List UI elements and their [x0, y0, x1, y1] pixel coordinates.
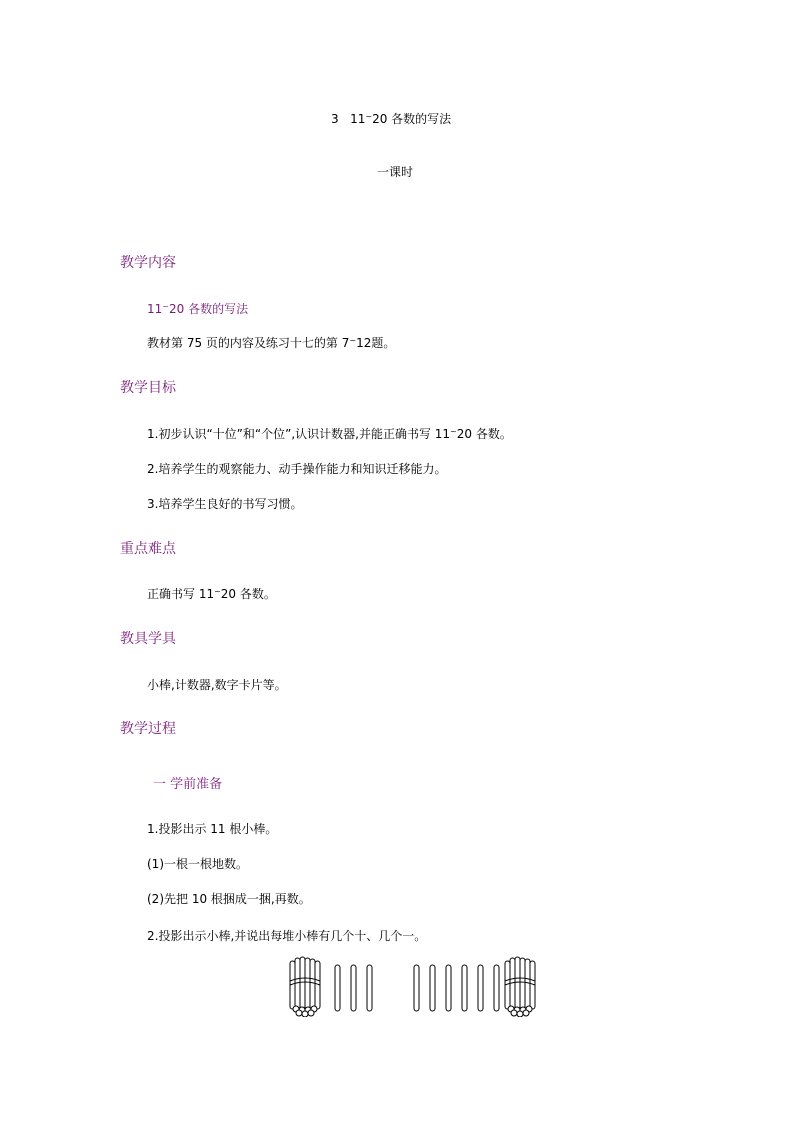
content-exercise-start: 7	[341, 336, 350, 350]
doc-subtitle: 一课时	[377, 165, 414, 179]
goal-2-number: 2.	[147, 462, 159, 476]
content-range-end: 20 各数的写法	[168, 302, 249, 316]
content-subheading	[147, 300, 248, 317]
single-sticks-group-1	[335, 965, 372, 1011]
materials-paragraph: 小棒,计数器,数字卡片等。	[147, 678, 287, 692]
process-line-1: 1.投影出示 11 根小棒。	[147, 822, 278, 836]
goal-item-2	[147, 460, 446, 477]
heading-goals: 教学目标	[120, 380, 176, 396]
key-points-text-b: 20 各数。	[220, 587, 276, 601]
content-text-e: 题。	[371, 336, 396, 350]
content-page-number: 75	[186, 336, 203, 350]
key-points-text-a: 正确书写 11	[147, 587, 215, 601]
goal-1-number: 1.	[147, 427, 159, 441]
content-text-a: 教材第	[147, 336, 187, 350]
stick-bundle-right	[505, 957, 535, 1017]
process-line-3: (2)先把 10 根捆成一捆,再数。	[147, 892, 311, 906]
goal-item-1	[147, 425, 512, 442]
goal-item-3	[147, 495, 302, 512]
content-text-b: 页的内容及练习十七的第	[202, 336, 342, 350]
heading-content: 教学内容	[120, 255, 176, 271]
sticks-illustration	[284, 955, 539, 1017]
goal-1-text: 初步认识“十位”和“个位”,认识计数器,并能正确书写	[158, 427, 435, 441]
goal-3-number: 3.	[147, 497, 159, 511]
title-tilde: ~	[365, 112, 373, 121]
content-exercise-end: 12	[356, 336, 372, 350]
content-paragraph	[147, 334, 395, 351]
process-line-2: (1)一根一根地数。	[147, 857, 248, 871]
goal-1-tilde: ~	[450, 427, 457, 436]
key-points-paragraph	[147, 585, 276, 602]
title-range-end: 20 各数的写法	[372, 112, 452, 126]
doc-title	[331, 110, 451, 127]
single-sticks-group-2	[414, 965, 499, 1011]
process-line-4: 2.投影出示小棒,并说出每堆小棒有几个十、几个一。	[147, 929, 427, 943]
content-tilde: ~	[162, 302, 169, 311]
goal-1-range-start: 11	[434, 427, 451, 441]
content-exercise-tilde: ~	[349, 336, 357, 345]
title-range-start: 11	[350, 112, 366, 126]
content-range-start: 11	[147, 302, 163, 316]
heading-process: 教学过程	[120, 721, 176, 737]
key-points-tilde: ~	[214, 587, 221, 596]
goal-3-text: 培养学生良好的书写习惯。	[158, 497, 303, 511]
goal-1-range-end: 20 各数。	[456, 427, 512, 441]
heading-materials: 教具学具	[120, 631, 176, 647]
process-step-1: 一 学前准备	[153, 777, 223, 792]
title-number: 3	[331, 112, 339, 126]
goal-2-text: 培养学生的观察能力、动手操作能力和知识迁移能力。	[158, 462, 447, 476]
stick-bundle-left	[290, 957, 320, 1017]
heading-key-points: 重点难点	[120, 541, 176, 557]
